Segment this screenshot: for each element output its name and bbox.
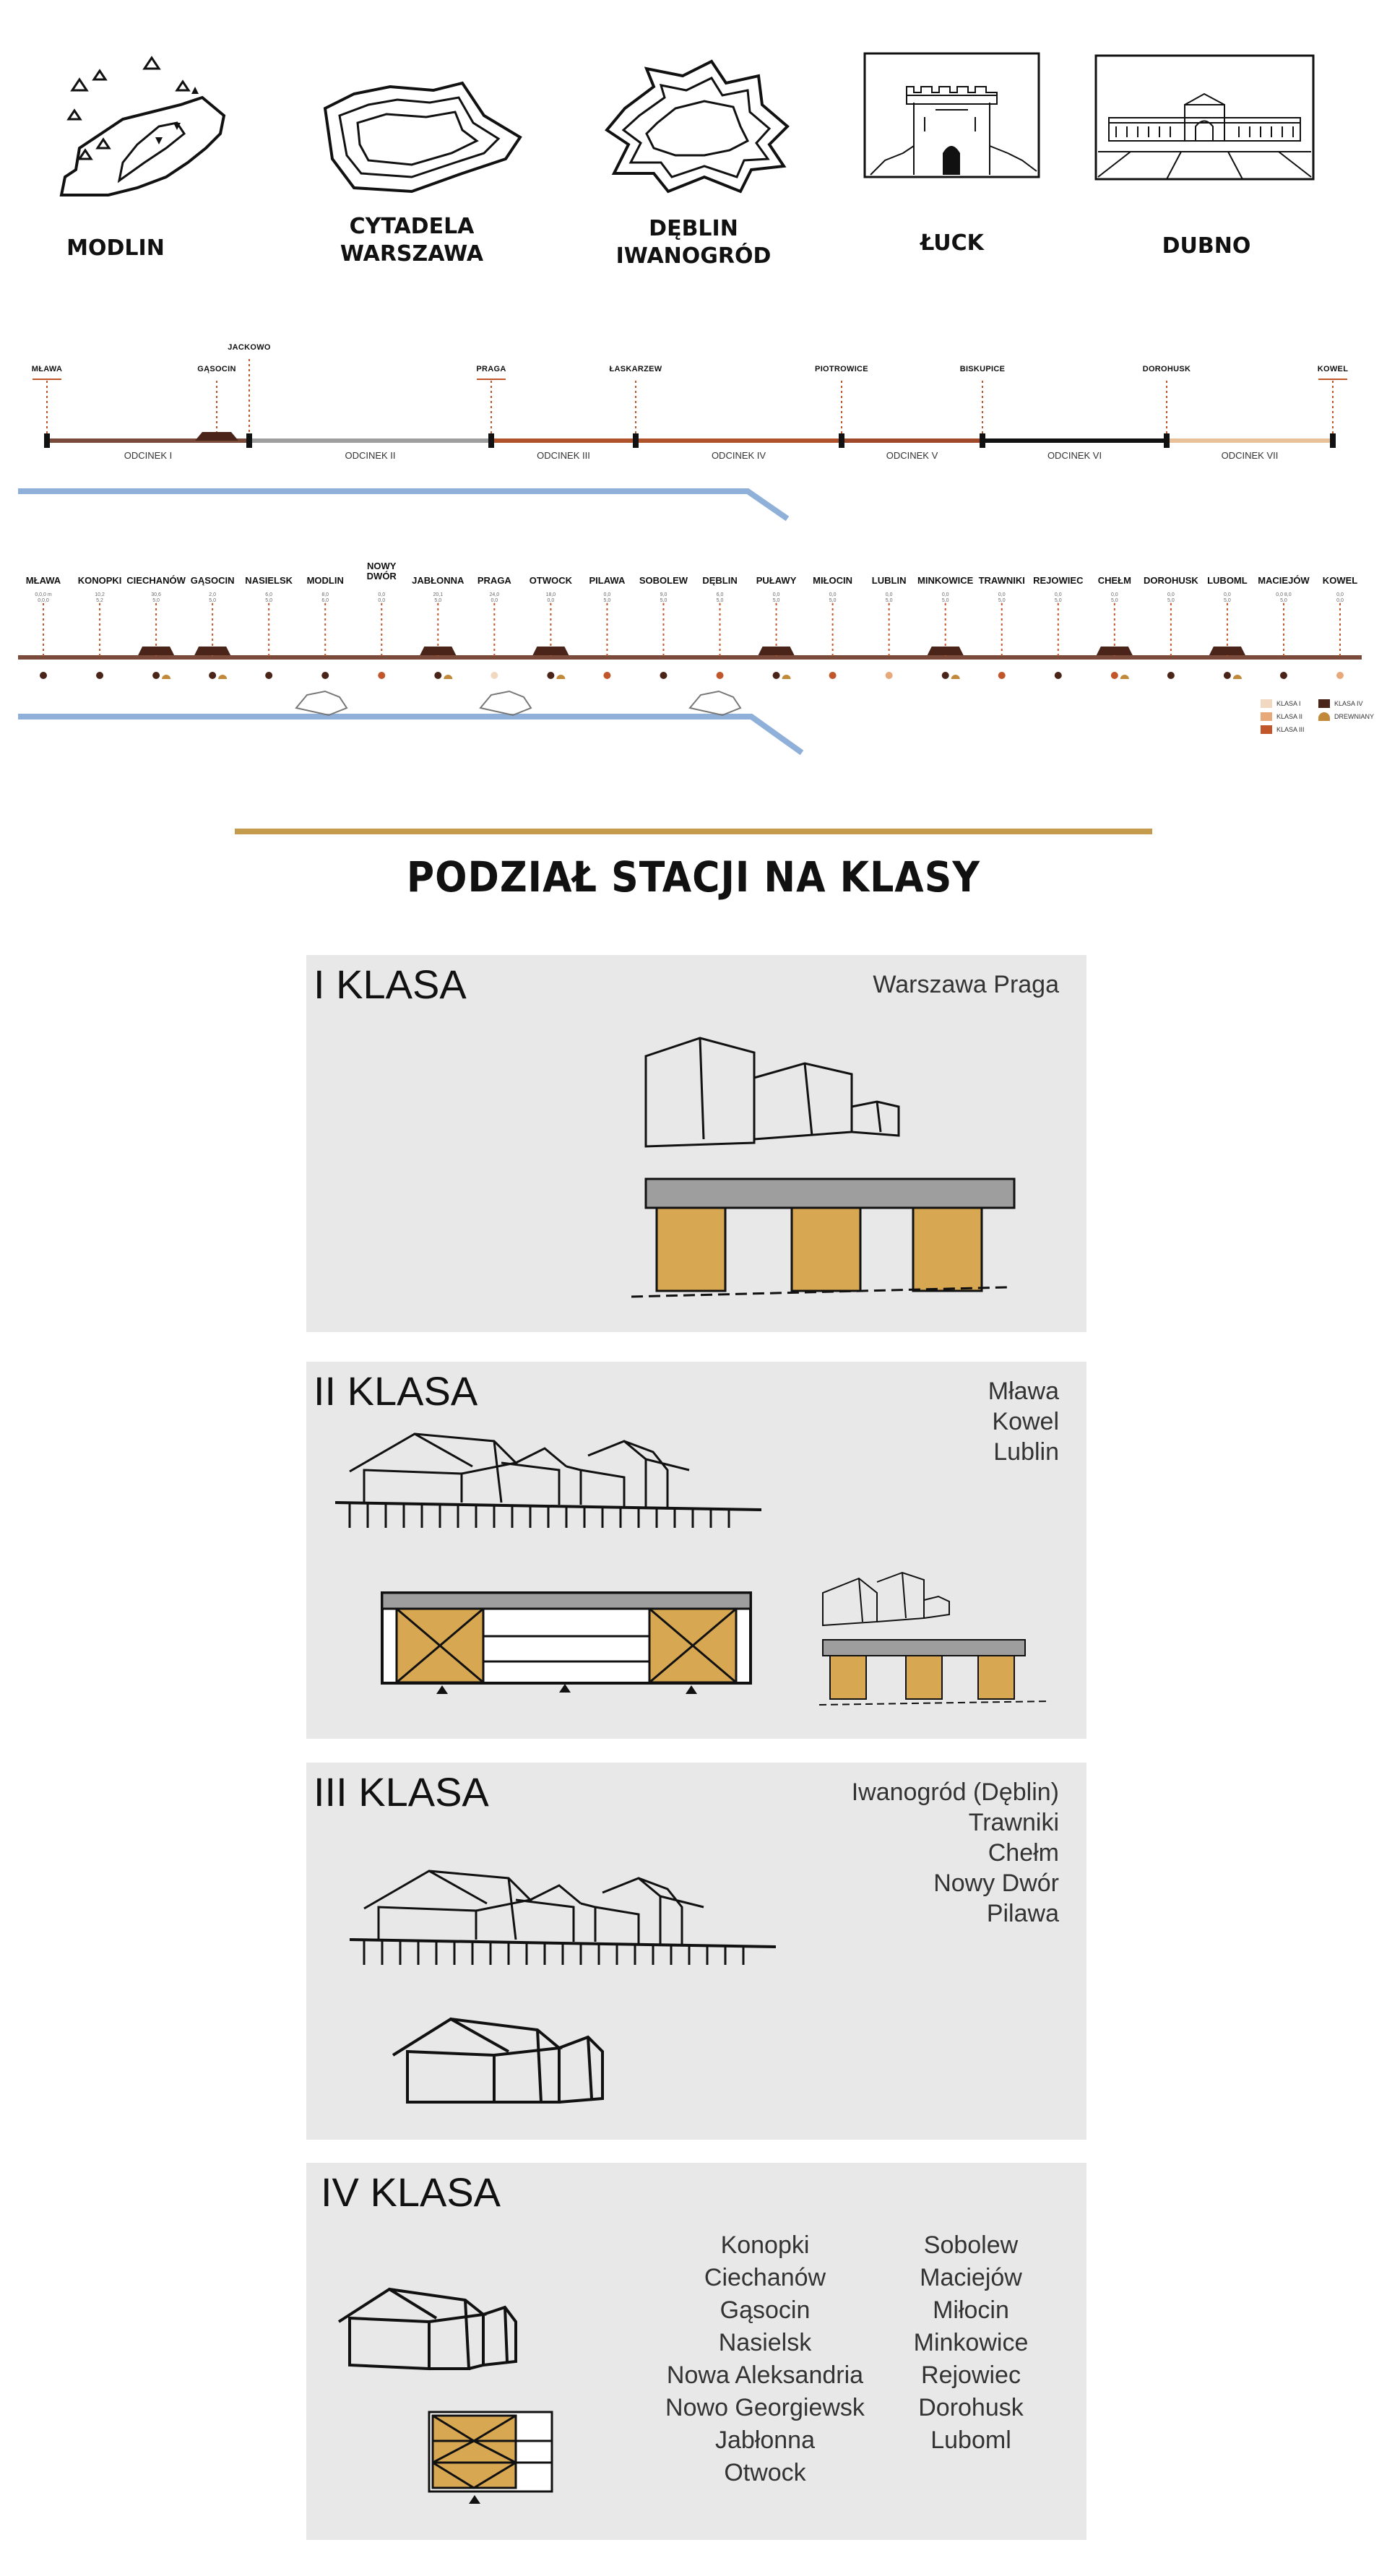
cytadela-fortress-icon — [311, 72, 527, 199]
fortress-label-modlin: MODLIN — [66, 235, 165, 261]
station-class-dot — [1224, 672, 1231, 679]
class-station-list-col1 — [642, 2229, 888, 2489]
section-marker — [980, 433, 985, 448]
class-4-building-drawing — [335, 2249, 566, 2510]
rail-line-blue — [18, 717, 802, 753]
station-class-dot — [1336, 672, 1344, 679]
station-building-icon — [759, 647, 795, 655]
station-name: PILAWA — [589, 575, 626, 586]
station-name: TRAWNIKI — [978, 575, 1025, 586]
fortress-label-luck: ŁUCK — [920, 230, 984, 256]
class-panel-4 — [306, 2163, 1086, 2540]
station-name: LUBOML — [1207, 575, 1248, 586]
station-name: GĄSOCIN — [190, 575, 235, 586]
section-marker — [1164, 433, 1170, 448]
station-distance: 0,0 5,0 — [885, 592, 893, 603]
class-station-list-col2 — [884, 2229, 1058, 2457]
class-station-list: Mława Kowel Lublin — [988, 1378, 1059, 1466]
station-building-icon — [194, 647, 230, 655]
station-building-icon — [928, 647, 964, 655]
class-panel-3 — [306, 1763, 1086, 2140]
station-distance: 24,0 0,0 — [489, 592, 500, 603]
section-label: ODCINEK VII — [1221, 450, 1279, 461]
station-class-dot — [96, 672, 103, 679]
station-distance: 6,0 5,0 — [265, 592, 273, 603]
station-class-dot — [209, 672, 216, 679]
station-class-dot — [942, 672, 949, 679]
legend-item-klasa-1: KLASA I — [1261, 699, 1301, 708]
gold-divider — [235, 829, 1152, 834]
fortress-outline-icon — [690, 691, 740, 715]
station-name: KOWEL — [1322, 575, 1358, 586]
section-marker — [1330, 433, 1336, 448]
class-station-item: Konopki — [720, 2231, 810, 2259]
section-label: ODCINEK III — [537, 450, 590, 461]
station-name: LUBLIN — [871, 575, 907, 586]
station-name: KONOPKI — [77, 575, 122, 586]
class-station-item: Minkowice — [913, 2329, 1029, 2356]
station-name: MŁAWA — [25, 575, 61, 586]
section-marker — [246, 433, 252, 448]
class-station-item: Dorohusk — [918, 2394, 1024, 2421]
class-title: IV KLASA — [321, 2169, 501, 2215]
class-station-list: Iwanogród (Dęblin) Trawniki Chełm Nowy Dwór Pilawa — [851, 1778, 1059, 1927]
station-distance: 0,0 5,0 — [1110, 592, 1118, 603]
station-distance: 0,0 5,0 — [941, 592, 949, 603]
station-class-dot — [547, 672, 554, 679]
station-name: SOBOLEW — [639, 575, 688, 586]
section-station-label: GĄSOCIN — [197, 365, 236, 373]
station-class-dot — [717, 672, 724, 679]
class-station-item: Sobolew — [923, 2231, 1019, 2259]
station-class-dot — [998, 672, 1006, 679]
station-name: DOROHUSK — [1143, 575, 1198, 586]
station-name: CIECHANÓW — [126, 575, 186, 586]
station-class-dot — [603, 672, 610, 679]
station-building-icon — [532, 647, 569, 655]
fortress-label-deblin: DĘBLIN IWANOGRÓD — [615, 216, 772, 269]
station-name: MIŁOCIN — [813, 575, 853, 586]
legend-item-klasa-3: KLASA III — [1261, 725, 1305, 734]
section-marker — [633, 433, 639, 448]
class-station-item: Maciejów — [920, 2264, 1022, 2291]
section-station-label: PIOTROWICE — [815, 365, 868, 373]
class-station-item: Luboml — [930, 2426, 1011, 2454]
section-station-label: DOROHUSK — [1142, 365, 1191, 373]
station-class-dot — [1111, 672, 1118, 679]
rail-line-blue — [18, 491, 787, 519]
section-label: ODCINEK II — [345, 450, 396, 461]
class-station-item: Nowa Aleksandria — [666, 2361, 864, 2389]
class-station-list: Warszawa Praga — [873, 971, 1059, 998]
station-name: MODLIN — [306, 575, 344, 586]
station-class-dot — [1055, 672, 1062, 679]
dubno-castle-icon — [1094, 54, 1315, 181]
station-building-icon — [138, 647, 174, 655]
section-label: ODCINEK I — [124, 450, 173, 461]
wooden-station-icon — [556, 675, 565, 679]
section-station-label: JACKOWO — [228, 343, 271, 352]
class-title: III KLASA — [314, 1769, 489, 1815]
station-class-dot — [152, 672, 160, 679]
station-building-icon — [1097, 647, 1133, 655]
station-class-dot — [321, 672, 329, 679]
class-3-building-drawing — [342, 1857, 790, 2131]
station-class-dot — [660, 672, 667, 679]
section-label: ODCINEK IV — [711, 450, 766, 461]
station-building-icon — [420, 647, 456, 655]
class-2-building-drawing — [328, 1419, 1065, 1730]
station-distance: 0,0 5,0 — [1054, 592, 1062, 603]
station-distance: 9,0 5,0 — [660, 592, 667, 603]
station-distance: 0,0 5,0 — [829, 592, 837, 603]
station-name: CHEŁM — [1097, 575, 1131, 586]
station-class-dot — [1280, 672, 1287, 679]
wooden-station-icon — [951, 675, 960, 679]
station-class-dot — [434, 672, 441, 679]
class-station-item: Otwock — [724, 2459, 806, 2486]
luck-castle-icon — [863, 52, 1040, 178]
station-distance: 0,0 5,0 — [1167, 592, 1175, 603]
station-building-icon — [1209, 647, 1245, 655]
station-class-dot — [265, 672, 272, 679]
section-title: PODZIAŁ STACJI NA KLASY — [406, 852, 981, 902]
station-name: JABŁONNA — [412, 575, 465, 586]
station-name: MACIEJÓW — [1258, 575, 1310, 586]
legend-item-klasa-4: KLASA IV — [1318, 699, 1363, 708]
station-class-dot — [378, 672, 385, 679]
class-panel-2 — [306, 1362, 1086, 1739]
deblin-fortress-icon — [603, 58, 791, 199]
wooden-station-icon — [218, 675, 227, 679]
class-station-item: Nasielsk — [718, 2329, 812, 2356]
railway-sections-diagram — [0, 332, 1387, 527]
class-station-item: Rejowiec — [921, 2361, 1021, 2389]
station-name: NOWY DWÓR — [366, 561, 397, 582]
section-station-label: BISKUPICE — [959, 365, 1006, 373]
station-distance: 30,6 5,0 — [151, 592, 161, 603]
section-station-label: MŁAWA — [31, 365, 63, 373]
legend-item-klasa-2: KLASA II — [1261, 712, 1302, 721]
class-1-building-drawing — [631, 1024, 1050, 1313]
station-distance: 0,0 5,0 — [603, 592, 611, 603]
wooden-station-icon — [782, 675, 791, 679]
section-label: ODCINEK V — [886, 450, 938, 461]
station-distance: 0,0 0,0 — [1336, 592, 1344, 603]
legend-item-drewniany: DREWNIANY — [1318, 712, 1374, 721]
class-station-item: Jabłonna — [714, 2426, 815, 2454]
station-class-dot — [886, 672, 893, 679]
class-title: II KLASA — [314, 1368, 478, 1414]
station-name: OTWOCK — [529, 575, 572, 586]
wooden-station-icon — [162, 675, 170, 679]
station-name: PRAGA — [477, 575, 511, 586]
station-distance: 0,0,0 m 0,0,0 — [35, 592, 52, 603]
station-class-dot — [829, 672, 837, 679]
fortress-label-cytadela: CYTADELA WARSZAWA — [340, 214, 484, 267]
station-distance: 0,0 0,0 — [378, 592, 386, 603]
station-class-dot — [491, 672, 498, 679]
station-distance: 0,0 5,0 — [1224, 592, 1231, 603]
section-marker — [44, 433, 50, 448]
station-building-icon — [195, 432, 238, 441]
station-distance: 8,0 6,0 — [321, 592, 329, 603]
wooden-station-icon — [1233, 675, 1242, 679]
station-class-dot — [773, 672, 780, 679]
station-distance: 18,0 0,0 — [545, 592, 556, 603]
section-station-label: PRAGA — [476, 365, 506, 373]
class-title: I KLASA — [314, 961, 467, 1007]
section-marker — [488, 433, 494, 448]
modlin-fortress-icon — [51, 54, 246, 206]
section-marker — [839, 433, 844, 448]
section-station-label: KOWEL — [1317, 365, 1349, 373]
class-panel-1 — [306, 955, 1086, 1332]
station-distance: 2,0 5,0 — [209, 592, 216, 603]
station-name: MINKOWICE — [917, 575, 974, 586]
class-station-item: Ciechanów — [704, 2264, 826, 2291]
section-station-label: ŁASKARZEW — [609, 365, 662, 373]
fortress-label-dubno: DUBNO — [1162, 233, 1251, 259]
station-name: REJOWIEC — [1033, 575, 1084, 586]
wooden-station-icon — [444, 675, 452, 679]
station-distance: 0,0 5,0 — [998, 592, 1006, 603]
wooden-station-icon — [1120, 675, 1129, 679]
station-distance: 10,2 5,2 — [95, 592, 105, 603]
station-class-dot — [1167, 672, 1175, 679]
station-name: NASIELSK — [245, 575, 293, 586]
class-station-item: Miłocin — [933, 2296, 1009, 2324]
station-name: DĘBLIN — [702, 575, 738, 586]
station-name: PUŁAWY — [756, 575, 797, 586]
fortress-outline-icon — [480, 691, 531, 715]
section-label: ODCINEK VI — [1047, 450, 1102, 461]
class-station-item: Gąsocin — [720, 2296, 811, 2324]
station-distance: 0,0 8,0 5,0 — [1276, 592, 1292, 603]
class-station-item: Nowo Georgiewsk — [665, 2394, 865, 2421]
station-distance: 20,1 5,0 — [433, 592, 444, 603]
station-distance: 0,0 5,0 — [772, 592, 780, 603]
station-class-dot — [40, 672, 47, 679]
legend — [1261, 699, 1383, 743]
station-distance: 6,0 5,0 — [716, 592, 724, 603]
fortress-outline-icon — [296, 691, 347, 715]
